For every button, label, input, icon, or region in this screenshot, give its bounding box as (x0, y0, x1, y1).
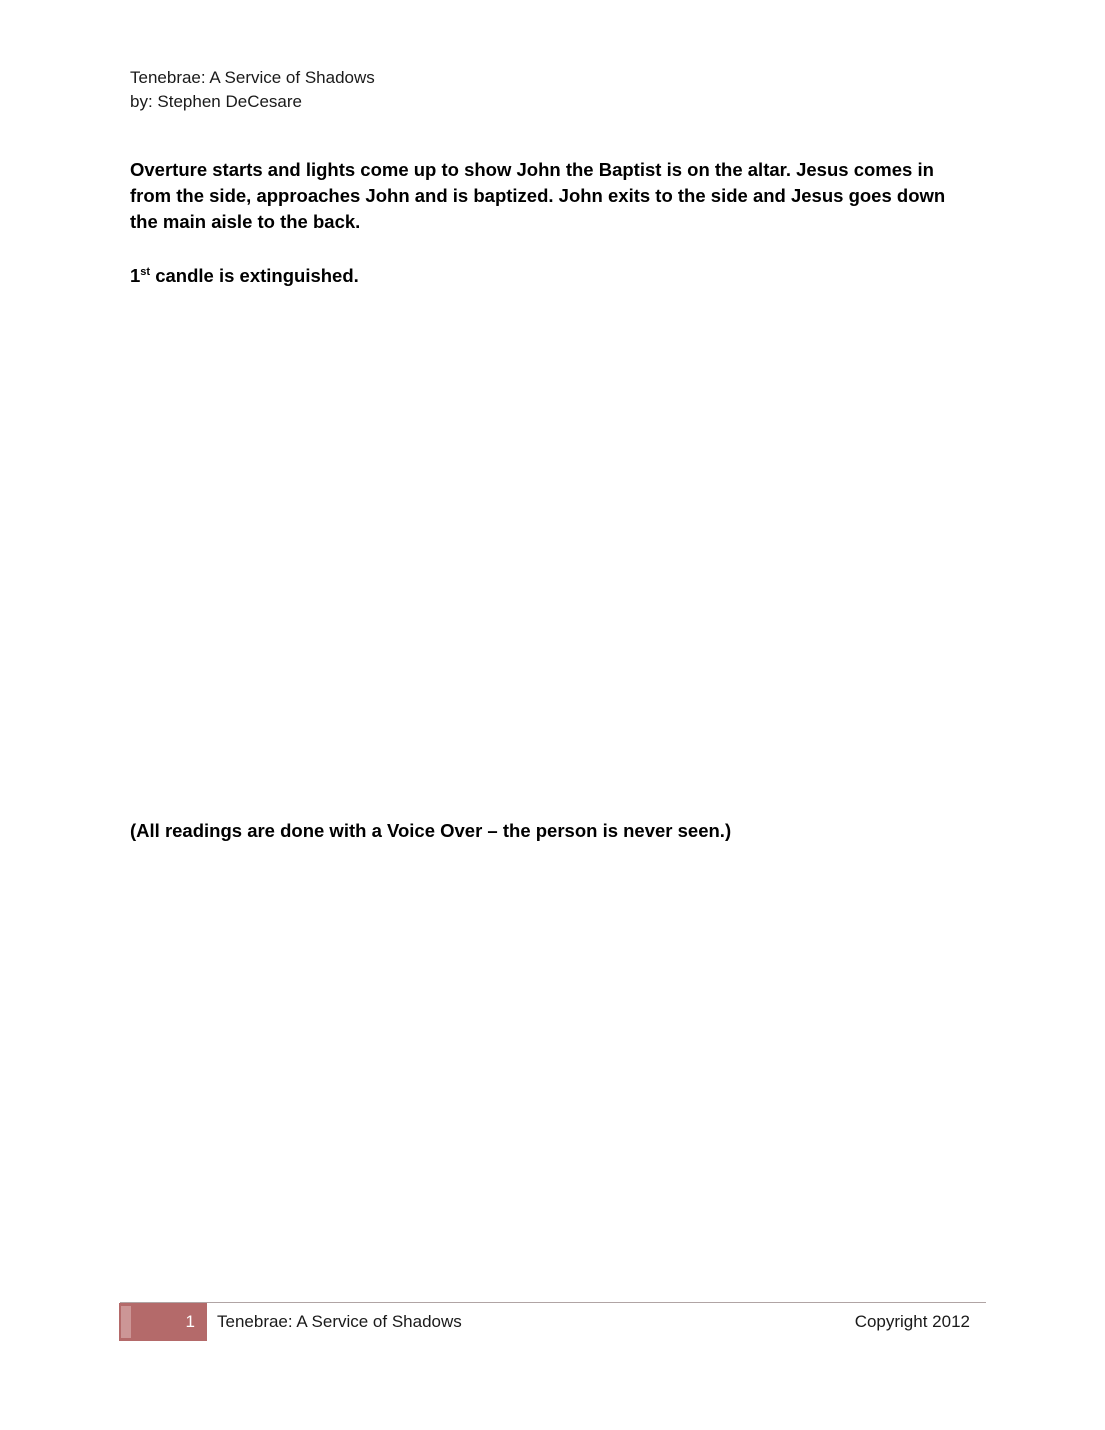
header-author: by: Stephen DeCesare (130, 92, 302, 111)
stage-direction-candle (130, 263, 970, 289)
candle-number: 1 (130, 265, 141, 286)
page-number: 1 (185, 1312, 195, 1331)
candle-ordinal: st (140, 265, 151, 278)
stage-direction-overture: Overture starts and lights come up to show John the Baptist is on the altar. Jesus comes in from the side, approaches John and is baptized. John exits to the side and Jesus goes down the main aisle to the back. (130, 159, 946, 232)
footer-divider (120, 1302, 986, 1303)
page-header (130, 66, 375, 114)
page-number-box (119, 1303, 207, 1341)
footer-title: Tenebrae: A Service of Shadows (217, 1312, 462, 1331)
footer-copyright: Copyright 2012 (854, 1312, 970, 1331)
voice-over-note: (All readings are done with a Voice Over – the person is never seen.) (130, 820, 732, 841)
page-number-box-highlight (121, 1306, 131, 1338)
candle-text: candle is extinguished. (150, 265, 359, 286)
header-title: Tenebrae: A Service of Shadows (130, 68, 375, 87)
